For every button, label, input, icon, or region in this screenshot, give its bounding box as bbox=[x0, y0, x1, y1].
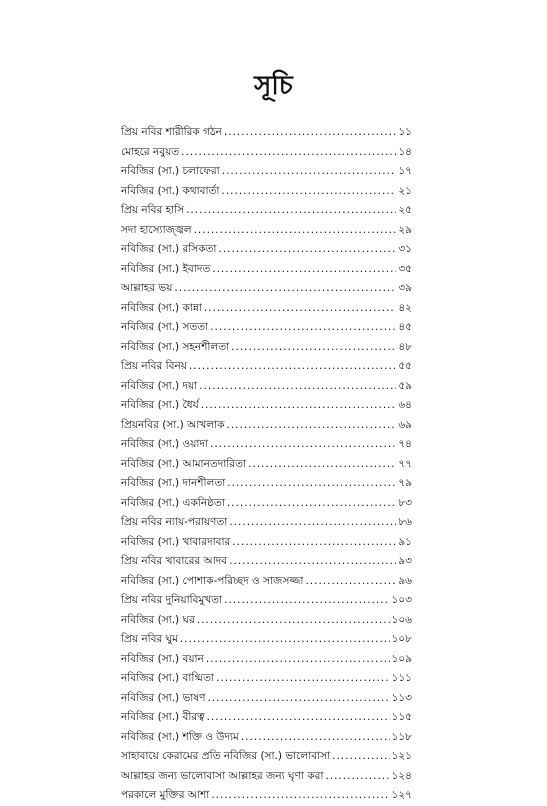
toc-dot-leader bbox=[204, 299, 396, 319]
toc-entry-title: নবিজির (সা.) ইবাদত bbox=[121, 262, 211, 275]
toc-dot-leader bbox=[186, 201, 396, 221]
toc-dot-leader bbox=[226, 416, 396, 436]
toc-entry-title: নবিজির (সা.) বাগ্মিতা bbox=[121, 672, 215, 684]
toc-entry-page-number: ১১ bbox=[398, 126, 412, 138]
toc-entry-title: নবিজির (সা.) ঘর bbox=[121, 613, 195, 626]
toc-dot-leader bbox=[210, 435, 396, 455]
toc-entry-page-number: ৬৯ bbox=[398, 418, 412, 431]
toc-dot-leader bbox=[211, 786, 389, 806]
toc-entry-page-number: ১৪ bbox=[398, 145, 412, 158]
toc-entry-page-number: ১২৪ bbox=[391, 769, 412, 782]
toc-entry-title: নবিজির (সা.) একনিষ্ঠতা bbox=[121, 496, 225, 509]
toc-dot-leader bbox=[189, 357, 396, 377]
toc-entry bbox=[121, 416, 412, 436]
toc-entry-title: নবিজির (সা.) শক্তি ও উদ্যম bbox=[121, 730, 239, 743]
toc-entry-title: সাহাবায়ে কেরামের প্রতি নবিজির (সা.) ভালোবাসা bbox=[121, 750, 331, 762]
toc-entry-title: নবিজির (সা.) সহনশীলতা bbox=[121, 340, 230, 353]
toc-dot-leader bbox=[207, 689, 389, 709]
toc-entry-page-number: ৭৭ bbox=[398, 457, 412, 470]
toc-entry bbox=[121, 650, 412, 670]
toc-dot-leader bbox=[206, 650, 390, 670]
toc-dot-leader bbox=[199, 377, 396, 397]
toc-entry-title: নবিজির (সা.) বীরত্ব bbox=[121, 711, 205, 723]
toc-entry-page-number: ৫৫ bbox=[398, 360, 412, 372]
toc-entry-page-number: ৯১ bbox=[398, 535, 412, 548]
toc-entry-title: নবিজির (সা.) দানশীলতা bbox=[121, 477, 226, 489]
toc-entry bbox=[121, 260, 412, 280]
toc-dot-leader bbox=[207, 708, 390, 728]
toc-entry bbox=[121, 435, 412, 455]
toc-entry-title: প্রিয় নবির ঘুম bbox=[121, 633, 178, 645]
toc-entry-page-number: ৪২ bbox=[398, 301, 412, 314]
toc-dot-leader bbox=[194, 221, 397, 241]
toc-dot-leader bbox=[197, 611, 390, 631]
toc-entry-page-number: ২৫ bbox=[398, 204, 412, 216]
toc-entry bbox=[121, 338, 412, 358]
toc-entry bbox=[121, 318, 412, 338]
toc-entry-title: নবিজির (সা.) কান্না bbox=[121, 301, 202, 314]
toc-dot-leader bbox=[248, 455, 396, 475]
toc-entry-title: আল্লাহর জন্য ভালোবাসা আল্লাহর জন্য ঘৃণা করা bbox=[121, 769, 324, 782]
toc-entry bbox=[121, 123, 412, 143]
toc-dot-leader bbox=[325, 767, 389, 787]
toc-entry bbox=[121, 240, 412, 260]
toc-entry-page-number: ৩১ bbox=[398, 243, 412, 255]
toc-entry-title: নবিজির (সা.) আমানতদারিতা bbox=[121, 457, 247, 470]
toc-entry-page-number: ১০৬ bbox=[391, 613, 412, 626]
toc-entry bbox=[121, 474, 412, 494]
toc-entry bbox=[121, 572, 412, 592]
toc-entry-page-number: ১১৩ bbox=[391, 691, 412, 704]
toc-entry-title: নবিজির (সা.) ধৈর্য bbox=[121, 399, 199, 411]
toc-entry-page-number: ১০৮ bbox=[391, 633, 412, 645]
toc-entry-title: নবিজির (সা.) ওয়াদা bbox=[121, 438, 208, 450]
toc-entry bbox=[121, 299, 412, 319]
toc-entry bbox=[121, 221, 412, 241]
toc-entry-title: নবিজির (সা.) ভাষণ bbox=[121, 691, 206, 704]
toc-dot-leader bbox=[229, 513, 396, 533]
toc-entry-title: নবিজির (সা.) খাবারদাবার bbox=[121, 535, 231, 548]
toc-dot-leader bbox=[227, 474, 396, 494]
toc-entry-title: আল্লাহর ভয় bbox=[121, 282, 173, 294]
toc-dot-leader bbox=[227, 494, 397, 514]
toc-entry-title: সদা হাস্যোজ্জ্বল bbox=[121, 223, 192, 236]
toc-entry-page-number: ৫৯ bbox=[398, 379, 412, 392]
toc-entry-title: প্রিয় নবির ন্যায়-পরায়ণতা bbox=[121, 516, 228, 528]
toc-entry bbox=[121, 396, 412, 416]
toc-entry-page-number: ৪৫ bbox=[398, 321, 412, 333]
toc-dot-leader bbox=[222, 162, 397, 182]
toc-entry-title: নবিজির (সা.) সততা bbox=[121, 321, 209, 333]
toc-dot-leader bbox=[210, 318, 396, 338]
page-title: সূচি bbox=[254, 71, 293, 101]
toc-dot-leader bbox=[231, 338, 396, 358]
toc-entry-title: প্রিয় নবির শারীরিক গঠন bbox=[121, 126, 222, 138]
table-of-contents bbox=[121, 123, 412, 806]
toc-entry-title: নবিজির (সা.) কথাবার্তা bbox=[121, 184, 220, 197]
toc-entry bbox=[121, 182, 412, 202]
toc-entry-title: মোহরে নবুয়ত bbox=[121, 145, 180, 158]
toc-entry bbox=[121, 630, 412, 650]
toc-entry-page-number: ৬৪ bbox=[398, 399, 412, 411]
toc-entry bbox=[121, 767, 412, 787]
toc-dot-leader bbox=[332, 747, 389, 767]
toc-dot-leader bbox=[201, 396, 397, 416]
toc-dot-leader bbox=[181, 143, 396, 163]
toc-entry-page-number: ৯৩ bbox=[398, 555, 412, 567]
toc-dot-leader bbox=[232, 533, 396, 553]
toc-entry bbox=[121, 708, 412, 728]
toc-dot-leader bbox=[174, 279, 396, 299]
toc-entry-page-number: ১০৯ bbox=[391, 652, 412, 665]
toc-dot-leader bbox=[241, 728, 390, 748]
toc-entry bbox=[121, 747, 412, 767]
toc-entry-page-number: ৭৪ bbox=[398, 438, 412, 450]
toc-entry-page-number: ৮৩ bbox=[398, 496, 412, 509]
toc-entry-page-number: ১৭ bbox=[398, 165, 412, 177]
toc-entry bbox=[121, 552, 412, 572]
toc-entry-title: প্রিয় নবির হাসি bbox=[121, 204, 185, 216]
toc-entry-page-number: ৯৬ bbox=[398, 574, 412, 587]
toc-entry bbox=[121, 689, 412, 709]
toc-entry-title: নবিজির (সা.) রসিকতা bbox=[121, 243, 217, 255]
toc-dot-leader bbox=[229, 552, 396, 572]
toc-entry-title: প্রিয় নবির খাবারের আদব bbox=[121, 555, 228, 567]
toc-entry bbox=[121, 494, 412, 514]
toc-entry bbox=[121, 728, 412, 748]
toc-entry bbox=[121, 162, 412, 182]
toc-entry bbox=[121, 201, 412, 221]
toc-entry bbox=[121, 533, 412, 553]
toc-entry-page-number: ৪৮ bbox=[398, 340, 412, 353]
toc-entry-title: নবিজির (সা.) বয়ান bbox=[121, 652, 204, 665]
toc-entry-title: নবিজির (সা.) দয়া bbox=[121, 379, 198, 392]
toc-entry bbox=[121, 591, 412, 611]
toc-entry-title: পরকালে মুক্তির আশা bbox=[121, 789, 210, 801]
toc-dot-leader bbox=[305, 572, 396, 592]
toc-entry-page-number: ১২১ bbox=[391, 750, 412, 762]
toc-entry-page-number: ৮৬ bbox=[398, 516, 412, 528]
toc-entry bbox=[121, 611, 412, 631]
toc-entry-page-number: ১১৫ bbox=[391, 711, 412, 723]
toc-entry-page-number: ৩৫ bbox=[398, 262, 412, 275]
toc-entry-page-number: ১০৩ bbox=[391, 594, 412, 606]
toc-dot-leader bbox=[180, 630, 390, 650]
toc-entry bbox=[121, 357, 412, 377]
toc-dot-leader bbox=[224, 123, 397, 143]
toc-entry-page-number: ২৯ bbox=[398, 223, 412, 236]
toc-entry bbox=[121, 279, 412, 299]
toc-entry bbox=[121, 669, 412, 689]
toc-entry-title: নবিজির (সা.) চলাফেরা bbox=[121, 165, 220, 177]
toc-entry-title: প্রিয় নবির দুনিয়াবিমুখতা bbox=[121, 594, 223, 606]
toc-entry-page-number: ১১৮ bbox=[391, 730, 412, 743]
toc-entry-title: প্রিয়নবির (সা.) আখলাক bbox=[121, 418, 225, 431]
toc-entry bbox=[121, 377, 412, 397]
toc-dot-leader bbox=[221, 182, 396, 202]
toc-entry bbox=[121, 513, 412, 533]
toc-entry-page-number: ২১ bbox=[398, 184, 412, 197]
toc-entry-page-number: ১২৭ bbox=[391, 789, 412, 801]
toc-entry-page-number: ৭৯ bbox=[398, 477, 412, 489]
toc-dot-leader bbox=[216, 669, 390, 689]
toc-entry bbox=[121, 455, 412, 475]
toc-dot-leader bbox=[224, 591, 389, 611]
toc-entry bbox=[121, 786, 412, 806]
toc-entry-title: প্রিয় নবির বিনয় bbox=[121, 360, 187, 372]
toc-entry-page-number: ৩৯ bbox=[398, 282, 412, 294]
toc-dot-leader bbox=[212, 260, 396, 280]
toc-dot-leader bbox=[218, 240, 396, 260]
toc-entry bbox=[121, 143, 412, 163]
toc-entry-title: নবিজির (সা.) পোশাক-পরিচ্ছদ ও সাজসজ্জা bbox=[121, 574, 304, 587]
toc-entry-page-number: ১১১ bbox=[391, 672, 412, 684]
